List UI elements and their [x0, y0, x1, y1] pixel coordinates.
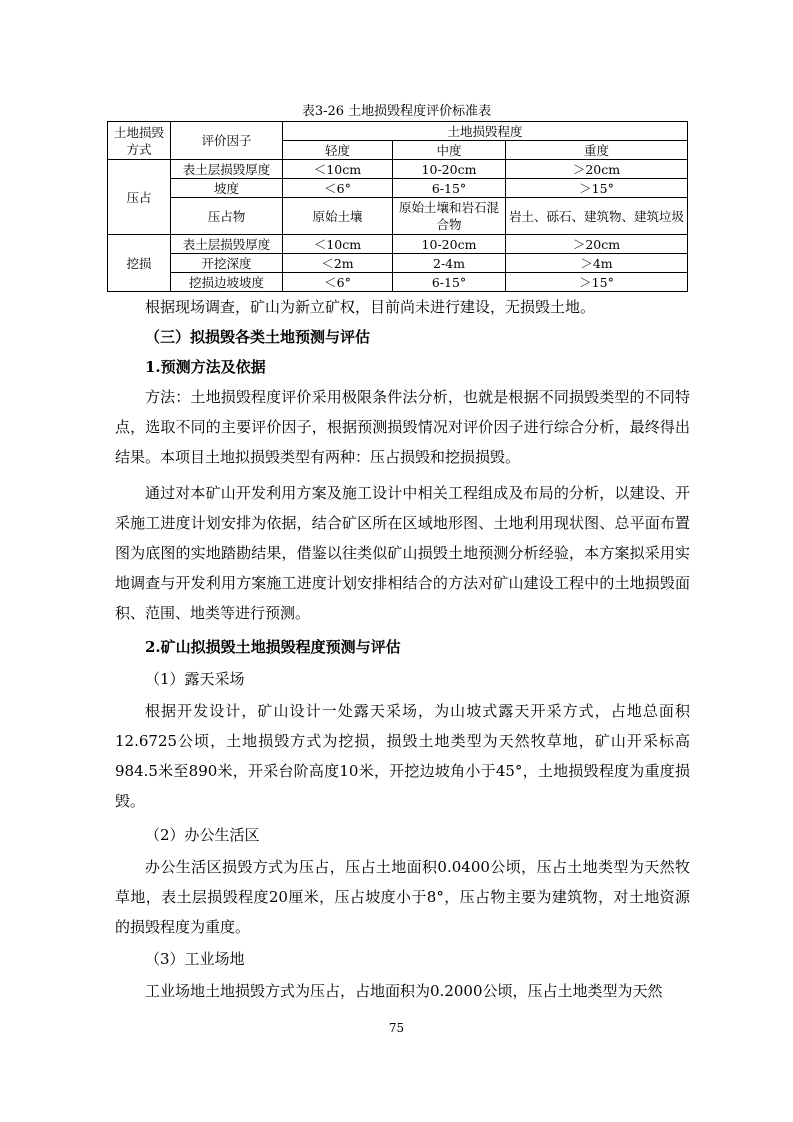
factor-cell: 开挖深度	[171, 254, 283, 273]
open-pit-paragraph: 根据开发设计，矿山设计一处露天采场，为山坡式露天开采方式，占地总面积12.6725公顷，土地损毁方式为挖损，损毁土地类型为天然牧草地，矿山开采标高984.5米至890米，开采台阶高度10米，开挖边坡角小于45°，土地损毁程度为重度损毁。	[115, 702, 690, 810]
header-medium: 中度	[393, 141, 506, 160]
factor-cell: 坡度	[171, 179, 283, 198]
factor-cell: 挖损边坡坡度	[171, 273, 283, 292]
table-row	[108, 235, 688, 254]
survey-paragraph: 根据现场调查，矿山为新立矿权，目前尚未进行建设，无损毁土地。	[145, 298, 596, 316]
item-heading-industrial-site: （3）工业场地	[145, 950, 245, 968]
light-cell: ＜2m	[283, 254, 393, 273]
factor-cell: 表土层损毁厚度	[171, 160, 283, 179]
light-cell: ＜10cm	[283, 235, 393, 254]
medium-cell: 10-20cm	[393, 235, 506, 254]
method-paragraph: 方法：土地损毁程度评价采用极限条件法分析，也就是根据不同损毁类型的不同特点，选取不同的主要评价因子，根据预测损毁情况对评价因子进行综合分析，最终得出结果。本项目土地拟损毁类型有两种：压占损毁和挖损损毁。	[115, 388, 690, 466]
light-cell: ＜6°	[283, 273, 393, 292]
medium-cell: 2-4m	[393, 254, 506, 273]
header-heavy: 重度	[506, 141, 688, 160]
light-cell: ＜6°	[283, 179, 393, 198]
factor-cell: 压占物	[171, 198, 283, 235]
page-number: 75	[388, 1021, 405, 1035]
medium-cell: 10-20cm	[393, 160, 506, 179]
table-caption: 表3-26 土地损毁程度评价标准表	[301, 104, 492, 119]
header-light: 轻度	[283, 141, 393, 160]
heavy-cell: ＞20cm	[506, 160, 688, 179]
heavy-cell: ＞15°	[506, 179, 688, 198]
heavy-cell: 岩土、砾石、建筑物、建筑垃圾	[506, 198, 688, 235]
table-row	[108, 273, 688, 292]
table-row	[108, 179, 688, 198]
group-label-excavation: 挖损	[108, 235, 171, 292]
factor-cell: 表土层损毁厚度	[171, 235, 283, 254]
table-row	[108, 160, 688, 179]
land-damage-standard-table	[107, 121, 688, 292]
group-label-occupation: 压占	[108, 160, 171, 235]
heavy-cell: ＞4m	[506, 254, 688, 273]
header-damage-mode: 土地损毁方式	[108, 122, 171, 160]
table-row	[108, 254, 688, 273]
heavy-cell: ＞15°	[506, 273, 688, 292]
medium-cell: 原始土壤和岩石混合物	[393, 198, 506, 235]
subsection-heading-evaluation: 2.矿山拟损毁土地损毁程度预测与评估	[145, 638, 401, 656]
light-cell: 原始土壤	[283, 198, 393, 235]
industrial-site-paragraph: 工业场地土地损毁方式为压占，占地面积为0.2000公顷，压占土地类型为天然	[145, 982, 663, 1000]
table-row	[108, 198, 688, 235]
header-damage-degree: 土地损毁程度	[283, 122, 688, 141]
section-heading: （三）拟损毁各类土地预测与评估	[145, 328, 371, 346]
medium-cell: 6-15°	[393, 179, 506, 198]
item-heading-open-pit: （1）露天采场	[145, 670, 245, 688]
item-heading-office-area: （2）办公生活区	[145, 826, 260, 844]
heavy-cell: ＞20cm	[506, 235, 688, 254]
basis-paragraph: 通过对本矿山开发利用方案及施工设计中相关工程组成及布局的分析，以建设、开采施工进度计划安排为依据，结合矿区所在区域地形图、土地利用现状图、总平面布置图为底图的实地踏勘结果，借鉴以往类似矿山损毁土地预测分析经验，本方案拟采用实地调查与开发利用方案施工进度计划安排相结合的方法对矿山建设工程中的土地损毁面积、范围、地类等进行预测。	[115, 484, 690, 622]
header-factor: 评价因子	[171, 122, 283, 160]
subsection-heading-method: 1.预测方法及依据	[145, 358, 266, 376]
light-cell: ＜10cm	[283, 160, 393, 179]
medium-cell: 6-15°	[393, 273, 506, 292]
office-area-paragraph: 办公生活区损毁方式为压占，压占土地面积0.0400公顷，压占土地类型为天然牧草地，表土层损毁程度20厘米，压占坡度小于8°，压占物主要为建筑物，对土地资源的损毁程度为重度。	[115, 858, 690, 936]
